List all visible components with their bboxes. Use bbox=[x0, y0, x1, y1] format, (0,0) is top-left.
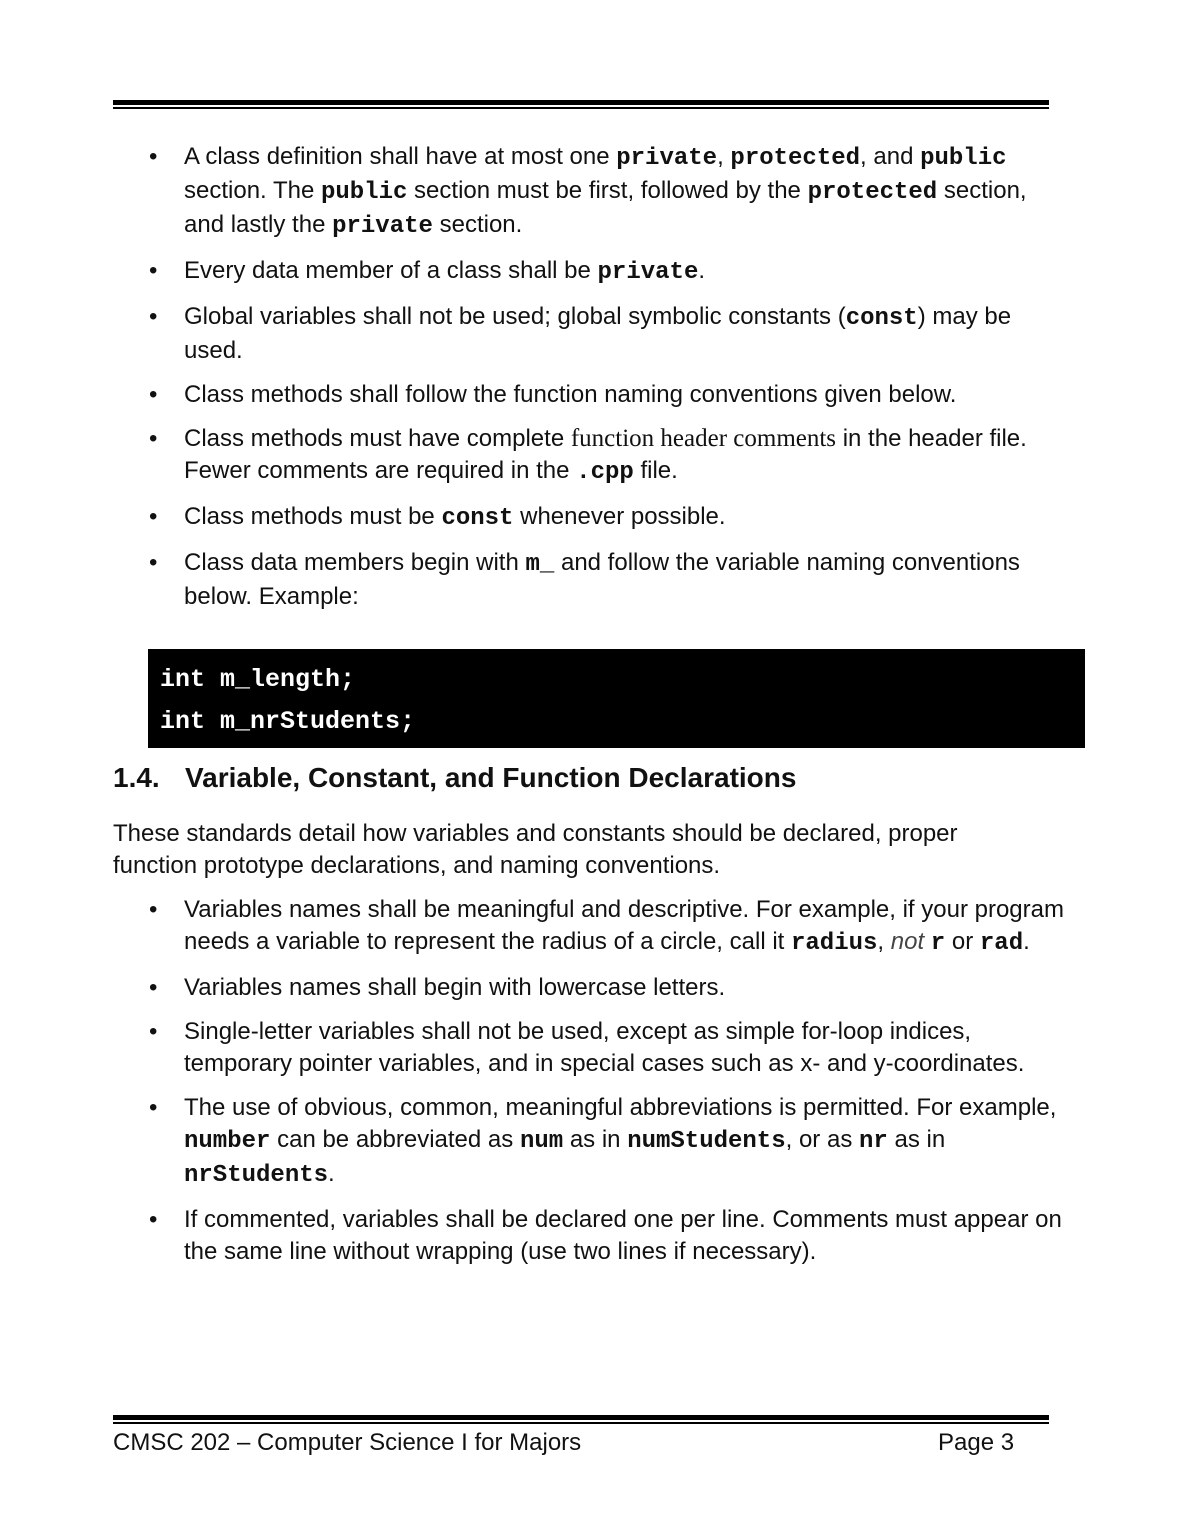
text-run: A class definition shall have at most one bbox=[184, 143, 617, 170]
class-rules-list bbox=[149, 141, 1064, 625]
section-title: Variable, Constant, and Function Declarations bbox=[185, 762, 797, 793]
code-term: number bbox=[184, 1128, 271, 1155]
text-run: whenever possible. bbox=[513, 503, 726, 530]
text-run: file. bbox=[633, 457, 678, 484]
code-term: protected bbox=[730, 145, 861, 172]
variable-rules-list bbox=[149, 894, 1064, 1280]
text-run: ) may be used. bbox=[184, 303, 1012, 364]
text-run: Class methods shall follow the function naming conventions given below. bbox=[184, 381, 957, 408]
list-item bbox=[149, 1016, 1064, 1080]
list-item bbox=[149, 379, 1064, 411]
code-term: public bbox=[920, 145, 1007, 172]
code-term: public bbox=[320, 179, 408, 206]
code-term: radius bbox=[790, 930, 878, 957]
bottom-rule bbox=[113, 1415, 1049, 1424]
text-run: Class methods must be bbox=[184, 503, 442, 530]
text-run: , bbox=[877, 928, 891, 955]
code-term: .cpp bbox=[576, 459, 634, 486]
code-line: int m_nrStudents; bbox=[160, 707, 416, 736]
code-term: m_ bbox=[525, 551, 555, 578]
text-run: as in bbox=[563, 1126, 628, 1153]
list-item bbox=[149, 255, 1064, 289]
code-term: r bbox=[930, 930, 946, 957]
list-item bbox=[149, 1092, 1064, 1192]
code-example bbox=[148, 649, 1085, 748]
text-run: . bbox=[1023, 928, 1030, 955]
text-run: , bbox=[717, 143, 731, 170]
text-run: section must be first, followed by the bbox=[407, 177, 808, 204]
text-run: or bbox=[945, 928, 980, 955]
code-term: numStudents bbox=[627, 1128, 786, 1155]
text-run: The use of obvious, common, meaningful abbreviations is permitted. For example, bbox=[184, 1094, 1057, 1121]
text-run: and follow the variable naming conventions below. Example: bbox=[184, 549, 1020, 610]
list-item bbox=[149, 423, 1064, 489]
reference-term: function header comments bbox=[570, 425, 837, 452]
code-term: nrStudents bbox=[184, 1162, 329, 1189]
top-rule bbox=[113, 100, 1049, 109]
text-run: can be abbreviated as bbox=[270, 1126, 520, 1153]
text-run: as in bbox=[887, 1126, 946, 1153]
code-term: num bbox=[519, 1128, 564, 1155]
list-item bbox=[149, 547, 1064, 613]
list-item bbox=[149, 141, 1064, 243]
emphasis: not bbox=[890, 928, 925, 955]
text-run: , and bbox=[860, 143, 921, 170]
text-run: . bbox=[328, 1160, 335, 1187]
code-term: rad bbox=[979, 930, 1024, 957]
text-run: Variables names shall begin with lowercase letters. bbox=[184, 974, 726, 1001]
code-term: const bbox=[845, 305, 918, 332]
list-item bbox=[149, 1204, 1064, 1268]
text-run: section. bbox=[432, 211, 523, 238]
section-number: 1.4. bbox=[113, 762, 160, 793]
code-term: private bbox=[616, 145, 718, 172]
list-item bbox=[149, 301, 1064, 367]
text-run: Class methods must have complete bbox=[184, 425, 571, 452]
text-run: Every data member of a class shall be bbox=[184, 257, 598, 284]
footer-course: CMSC 202 – Computer Science I for Majors bbox=[113, 1429, 582, 1456]
code-term: const bbox=[441, 505, 514, 532]
text-run: . bbox=[698, 257, 706, 284]
code-term: nr bbox=[858, 1128, 888, 1155]
code-term: private bbox=[332, 213, 433, 240]
section-heading bbox=[113, 758, 796, 798]
list-item bbox=[149, 501, 1064, 535]
text-run: , or as bbox=[785, 1126, 859, 1153]
section-intro: These standards detail how variables and constants should be declared, proper function prototype declarations, and naming conventions. bbox=[113, 820, 958, 879]
text-run bbox=[924, 928, 931, 955]
text-run: Variables names shall be meaningful and descriptive. For example, if your program needs a variable to represent the radius of a circle, call it bbox=[184, 896, 1064, 955]
list-item bbox=[149, 972, 1064, 1004]
list-item bbox=[149, 894, 1064, 960]
text-run: section. The bbox=[184, 177, 321, 204]
text-run: Single-letter variables shall not be used, except as simple for-loop indices, temporary pointer variables, and in special cases such as x- and y-coordinates. bbox=[184, 1018, 1025, 1077]
text-run: in the header file. Fewer comments are required in the bbox=[184, 425, 1027, 484]
code-term: private bbox=[597, 259, 699, 286]
text-run: Class data members begin with bbox=[184, 549, 526, 576]
text-run: If commented, variables shall be declared one per line. Comments must appear on the same line without wrapping (use two lines if necessary). bbox=[184, 1206, 1062, 1265]
code-term: protected bbox=[807, 179, 938, 206]
text-run: Global variables shall not be used; global symbolic constants ( bbox=[184, 303, 846, 330]
code-line: int m_length; bbox=[160, 665, 356, 694]
text-run: section, and lastly the bbox=[184, 177, 1027, 238]
footer-page-number: Page 3 bbox=[938, 1429, 1015, 1456]
